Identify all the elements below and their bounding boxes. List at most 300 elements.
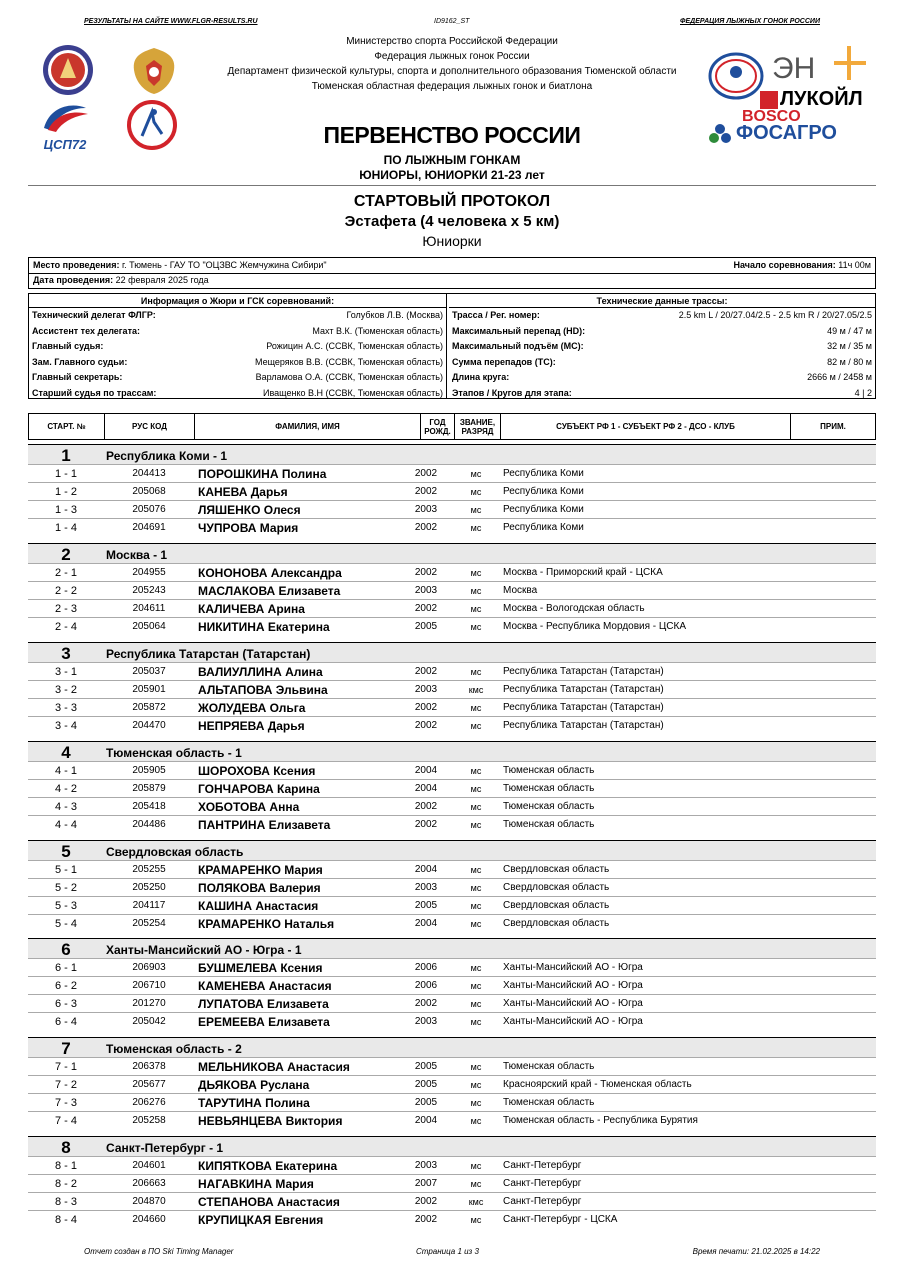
athlete-rank: мс — [470, 999, 482, 1009]
athlete-bib: 8 - 1 — [54, 1160, 77, 1172]
athlete-code: 205872 — [132, 702, 166, 713]
table-row — [28, 698, 876, 716]
team-name: Тюменская область - 2 — [106, 1042, 242, 1056]
athlete-name: НЕПРЯЕВА Дарья — [198, 719, 305, 733]
team-header — [28, 1037, 876, 1057]
column-header-note: ПРИМ. — [820, 422, 846, 431]
track-value: 2666 м / 2458 м — [807, 372, 872, 382]
athlete-rank: мс — [470, 963, 482, 973]
team-header — [28, 444, 876, 464]
team-block — [28, 938, 876, 1030]
athlete-bib: 7 - 4 — [54, 1115, 77, 1127]
top-bar — [84, 18, 820, 30]
athlete-bib: 5 - 4 — [54, 918, 77, 930]
athlete-birth-year: 2002 — [414, 819, 438, 830]
team-block — [28, 741, 876, 833]
athlete-code: 204601 — [132, 1160, 166, 1171]
athlete-bib: 4 - 1 — [54, 765, 77, 777]
athlete-rank: мс — [470, 1062, 482, 1072]
team-block — [28, 840, 876, 932]
athlete-region: Тюменская область — [503, 1061, 595, 1072]
team-number: 3 — [61, 644, 71, 663]
organizer-line: Министерство спорта Российской Федерации — [346, 36, 558, 47]
athlete-code: 206710 — [132, 980, 166, 991]
table-row — [28, 878, 876, 896]
team-header — [28, 543, 876, 563]
athlete-name: КРАМАРЕНКО Наталья — [198, 917, 335, 931]
athlete-code: 205076 — [132, 504, 166, 515]
jury-line — [29, 324, 446, 340]
athlete-code: 204413 — [132, 468, 166, 479]
athlete-region: Москва - Республика Мордовия - ЦСКА — [503, 621, 687, 632]
results-site-link[interactable]: РЕЗУЛЬТАТЫ НА САЙТЕ WWW.FLGR-RESULTS.RU — [84, 18, 258, 25]
athlete-code: 205255 — [132, 864, 166, 875]
venue-start-label: Начало соревнования: — [733, 260, 836, 270]
athlete-code: 205037 — [132, 666, 166, 677]
athlete-bib: 5 - 3 — [54, 900, 77, 912]
divider — [28, 185, 876, 186]
athlete-region: Свердловская область — [503, 900, 610, 911]
athlete-name: БУШМЕЛЕВА Ксения — [198, 961, 323, 975]
athlete-code: 204870 — [132, 1196, 166, 1207]
athlete-birth-year: 2004 — [414, 1115, 438, 1126]
track-param: Трасса / Рег. номер: — [452, 310, 540, 320]
protocol-title: СТАРТОВЫЙ ПРОТОКОЛ — [353, 193, 551, 210]
footer-page: Страница 1 из 3 — [416, 1247, 479, 1256]
athlete-name: ТАРУТИНА Полина — [198, 1096, 310, 1110]
athlete-name: ПОРОШКИНА Полина — [198, 467, 327, 481]
athlete-region: Республика Татарстан (Татарстан) — [503, 702, 664, 713]
athlete-rank: мс — [470, 766, 482, 776]
athlete-rank: мс — [470, 981, 482, 991]
athlete-region: Санкт-Петербург — [503, 1178, 582, 1189]
athlete-code: 206903 — [132, 962, 166, 973]
athlete-bib: 7 - 2 — [54, 1079, 77, 1091]
athlete-rank: мс — [470, 604, 482, 614]
athlete-region: Свердловская область — [503, 918, 610, 929]
athlete-name: НЕВЬЯНЦЕВА Виктория — [198, 1114, 343, 1128]
athlete-name: КРУПИЦКАЯ Евгения — [198, 1213, 324, 1227]
athlete-region: Тюменская область — [503, 1097, 595, 1108]
footer-software: Отчет создан в ПО Ski Timing Manager — [84, 1247, 234, 1256]
jury-role: Главный судья: — [32, 341, 104, 351]
athlete-name: АЛЬТАПОВА Эльвина — [198, 683, 328, 697]
athlete-region: Республика Татарстан (Татарстан) — [503, 720, 664, 731]
athlete-region: Свердловская область — [503, 864, 610, 875]
team-block — [28, 543, 876, 635]
track-value: 49 м / 47 м — [827, 325, 872, 336]
column-header-name: ФАМИЛИЯ, ИМЯ — [195, 414, 421, 439]
venue-place-label: Место проведения: — [33, 260, 120, 270]
jury-person: Варламова О.А. (ССВК, Тюменская область) — [255, 372, 443, 382]
table-row — [28, 464, 876, 482]
team-block — [28, 1037, 876, 1129]
table-row — [28, 1111, 876, 1129]
athlete-name: ВАЛИУЛЛИНА Алина — [198, 665, 323, 679]
track-param: Этапов / Кругов для этапа: — [452, 387, 572, 398]
athlete-birth-year: 2004 — [414, 918, 438, 929]
athlete-birth-year: 2003 — [414, 684, 438, 695]
track-line — [449, 386, 875, 402]
organizer-line: Тюменская областная федерация лыжных гонок и биатлона — [311, 81, 593, 92]
table-row — [28, 815, 876, 833]
athlete-name: ЛУПАТОВА Елизавета — [198, 997, 329, 1011]
athlete-code: 205042 — [132, 1016, 166, 1027]
jury-person: Мещеряков В.В. (ССВК, Тюменская область) — [254, 356, 443, 367]
team-header — [28, 642, 876, 662]
athlete-name: КАНЕВА Дарья — [198, 485, 288, 499]
athlete-bib: 6 - 4 — [54, 1016, 77, 1028]
athlete-name: КОНОНОВА Александра — [198, 566, 342, 580]
athlete-birth-year: 2003 — [414, 1016, 438, 1027]
team-number: 1 — [61, 446, 71, 465]
athlete-code: 204955 — [132, 567, 166, 578]
organizer-line: Департамент физической культуры, спорта и дополнительного образования Тюменской области — [227, 66, 677, 77]
athlete-bib: 4 - 4 — [54, 819, 77, 831]
team-number: 7 — [61, 1039, 71, 1058]
track-value: 4 | 2 — [854, 387, 872, 398]
athlete-code: 204691 — [132, 522, 166, 533]
column-header-region: СУБЪЕКТ РФ 1 - СУБЪЕКТ РФ 2 - ДСО - КЛУБ — [501, 414, 791, 439]
event-subtitle: ПО ЛЫЖНЫМ ГОНКАМ — [383, 153, 521, 167]
athlete-bib: 2 - 2 — [54, 585, 77, 597]
organizers — [190, 34, 714, 94]
athlete-bib: 3 - 2 — [54, 684, 77, 696]
athlete-bib: 1 - 3 — [54, 504, 77, 516]
team-name: Республика Коми - 1 — [106, 449, 228, 463]
athlete-name: ЕРЕМЕЕВА Елизавета — [198, 1015, 330, 1029]
phosagro-logo-text: ФОСАГРО — [736, 122, 837, 144]
csp72-logo-text: ЦСП72 — [43, 137, 87, 152]
table-row — [28, 860, 876, 878]
table-row — [28, 563, 876, 581]
athlete-birth-year: 2005 — [414, 1097, 438, 1108]
athlete-name: ЖОЛУДЕВА Ольга — [198, 701, 306, 715]
track-line — [449, 339, 875, 355]
athlete-region: Республика Татарстан (Татарстан) — [503, 666, 664, 677]
flgr-logo-icon — [708, 52, 764, 100]
athlete-name: ХОБОТОВА Анна — [198, 800, 300, 814]
athlete-birth-year: 2002 — [414, 1214, 438, 1225]
athlete-rank: мс — [470, 703, 482, 713]
track-info — [449, 294, 875, 398]
athlete-birth-year: 2004 — [414, 864, 438, 875]
team-name: Свердловская область — [106, 845, 244, 859]
athlete-rank: мс — [470, 1215, 482, 1225]
athlete-code: 205258 — [132, 1115, 166, 1126]
athlete-name: КАЛИЧЕВА Арина — [198, 602, 305, 616]
table-row — [28, 1174, 876, 1192]
athlete-name: ЧУПРОВА Мария — [198, 521, 299, 535]
event-age-group: ЮНИОРЫ, ЮНИОРКИ 21-23 лет — [359, 168, 545, 182]
athlete-bib: 8 - 3 — [54, 1196, 77, 1208]
athlete-birth-year: 2007 — [414, 1178, 438, 1189]
table-row — [28, 994, 876, 1012]
athlete-code: 205068 — [132, 486, 166, 497]
table-header — [28, 413, 876, 440]
athlete-bib: 2 - 4 — [54, 621, 77, 633]
jury-line — [29, 386, 446, 402]
athlete-bib: 4 - 3 — [54, 801, 77, 813]
athlete-rank: мс — [470, 919, 482, 929]
athlete-birth-year: 2002 — [414, 522, 438, 533]
jury-info — [29, 294, 447, 398]
track-line — [449, 308, 875, 324]
sports-ministry-emblem-icon — [42, 44, 94, 96]
athlete-region: Ханты-Мансийский АО - Югра — [503, 998, 643, 1009]
athlete-region: Москва — [503, 585, 538, 596]
athlete-bib: 6 - 3 — [54, 998, 77, 1010]
athlete-name: МЕЛЬНИКОВА Анастасия — [198, 1060, 350, 1074]
athlete-region: Санкт-Петербург — [503, 1196, 582, 1207]
column-header-rank: ЗВАНИЕ, РАЗРЯД — [455, 414, 501, 439]
athlete-region: Санкт-Петербург — [503, 1160, 582, 1171]
team-name: Республика Татарстан (Татарстан) — [106, 647, 311, 661]
athlete-rank: мс — [470, 784, 482, 794]
jury-person: Рожицин А.С. (ССВК, Тюменская область) — [266, 341, 443, 351]
athlete-region: Ханты-Мансийский АО - Югра — [503, 980, 643, 991]
athlete-birth-year: 2002 — [414, 1196, 438, 1207]
athlete-code: 205901 — [132, 684, 166, 695]
team-header — [28, 840, 876, 860]
table-row — [28, 914, 876, 932]
race-name: Эстафета (4 человека х 5 км) — [344, 213, 560, 230]
jury-line — [29, 370, 446, 386]
athlete-birth-year: 2003 — [414, 504, 438, 515]
athlete-code: 205243 — [132, 585, 166, 596]
athlete-name: СТЕПАНОВА Анастасия — [198, 1195, 340, 1209]
column-header-bib: СТАРТ. № — [29, 414, 105, 439]
athlete-code: 205879 — [132, 783, 166, 794]
document-id: ID9162_ST — [434, 18, 470, 25]
athlete-code: 204611 — [132, 603, 166, 614]
table-row — [28, 896, 876, 914]
athlete-name: НИКИТИНА Екатерина — [198, 620, 330, 634]
athlete-birth-year: 2002 — [414, 468, 438, 479]
athlete-birth-year: 2003 — [414, 585, 438, 596]
athlete-rank: мс — [470, 865, 482, 875]
athlete-code: 204470 — [132, 720, 166, 731]
team-header — [28, 938, 876, 958]
athlete-bib: 8 - 2 — [54, 1178, 77, 1190]
athlete-code: 205677 — [132, 1079, 166, 1090]
track-line — [449, 370, 875, 386]
athlete-rank: мс — [470, 721, 482, 731]
athlete-rank: кмс — [468, 685, 484, 695]
athlete-birth-year: 2002 — [414, 702, 438, 713]
athlete-rank: мс — [470, 1080, 482, 1090]
athlete-rank: мс — [470, 667, 482, 677]
lukoil-logo-text: ЛУКОЙЛ — [780, 88, 863, 110]
info-box — [28, 293, 876, 399]
athlete-region: Тюменская область — [503, 765, 595, 776]
athlete-birth-year: 2002 — [414, 666, 438, 677]
athlete-rank: мс — [470, 1179, 482, 1189]
track-param: Максимальный подъём (MC): — [452, 341, 584, 351]
team-name: Санкт-Петербург - 1 — [106, 1141, 224, 1155]
athlete-region: Санкт-Петербург - ЦСКА — [503, 1214, 618, 1225]
track-param: Максимальный перепад (HD): — [452, 325, 586, 336]
athlete-bib: 5 - 1 — [54, 864, 77, 876]
track-value: 32 м / 35 м — [827, 341, 872, 351]
jury-person: Иващенко В.Н (ССВК, Тюменская область) — [263, 387, 443, 398]
athlete-birth-year: 2006 — [414, 980, 438, 991]
team-number: 5 — [61, 842, 71, 861]
athlete-rank: мс — [470, 901, 482, 911]
table-row — [28, 500, 876, 518]
team-name: Ханты-Мансийский АО - Югра - 1 — [106, 943, 302, 957]
athlete-rank: мс — [470, 802, 482, 812]
venue-place: г. Тюмень - ГАУ ТО "ОЦЗВС Жемчужина Сибири" — [121, 260, 327, 270]
column-header-year: ГОД РОЖД. — [421, 414, 455, 439]
track-param: Длина круга: — [452, 372, 510, 382]
athlete-code: 205064 — [132, 621, 166, 632]
lukoil-logo — [760, 88, 870, 110]
athlete-rank: мс — [470, 1116, 482, 1126]
athlete-bib: 1 - 2 — [54, 486, 77, 498]
venue-start: 11ч 00м — [838, 260, 871, 270]
jury-role: Зам. Главного судьи: — [32, 356, 128, 367]
athlete-region: Ханты-Мансийский АО - Югра — [503, 962, 643, 973]
athlete-name: КАМЕНЕВА Анастасия — [198, 979, 332, 993]
athlete-bib: 1 - 1 — [54, 468, 77, 480]
athlete-name: КИПЯТКОВА Екатерина — [198, 1159, 338, 1173]
athlete-bib: 7 - 3 — [54, 1097, 77, 1109]
athlete-bib: 6 - 2 — [54, 980, 77, 992]
athlete-birth-year: 2003 — [414, 882, 438, 893]
athlete-rank: мс — [470, 568, 482, 578]
athlete-name: ДЬЯКОВА Руслана — [198, 1078, 310, 1092]
jury-header: Информация о Жюри и ГСК соревнований: — [29, 294, 446, 308]
athlete-bib: 6 - 1 — [54, 962, 77, 974]
table-row — [28, 1075, 876, 1093]
athlete-name: НАГАВКИНА Мария — [198, 1177, 314, 1191]
team-block — [28, 642, 876, 734]
athlete-name: ГОНЧАРОВА Карина — [198, 782, 320, 796]
athlete-code: 206276 — [132, 1097, 166, 1108]
athlete-code: 204660 — [132, 1214, 166, 1225]
jury-person: Махт В.К. (Тюменская область) — [312, 325, 443, 336]
track-value: 82 м / 80 м — [827, 356, 872, 367]
track-value: 2.5 km L / 20/27.04/2.5 - 2.5 km R / 20/27.05/2.5 — [678, 310, 872, 320]
athlete-code: 206663 — [132, 1178, 166, 1189]
athlete-rank: мс — [470, 1017, 482, 1027]
federation-name: ФЕДЕРАЦИЯ ЛЫЖНЫХ ГОНОК РОССИИ — [680, 18, 820, 25]
table-row — [28, 1210, 876, 1228]
athlete-birth-year: 2005 — [414, 621, 438, 632]
athlete-bib: 3 - 1 — [54, 666, 77, 678]
table-row — [28, 581, 876, 599]
athlete-rank: мс — [470, 883, 482, 893]
table-row — [28, 1093, 876, 1111]
athlete-name: КРАМАРЕНКО Мария — [198, 863, 323, 877]
athlete-bib: 7 - 1 — [54, 1061, 77, 1073]
athlete-birth-year: 2002 — [414, 603, 438, 614]
athlete-bib: 5 - 2 — [54, 882, 77, 894]
athlete-birth-year: 2004 — [414, 765, 438, 776]
team-block — [28, 1136, 876, 1228]
athlete-region: Тюменская область — [503, 819, 595, 830]
jury-role: Технический делегат ФЛГР: — [32, 310, 156, 320]
athlete-code: 201270 — [132, 998, 166, 1009]
athlete-bib: 1 - 4 — [54, 522, 77, 534]
athlete-name: ПОЛЯКОВА Валерия — [198, 881, 321, 895]
table-row — [28, 797, 876, 815]
table-row — [28, 716, 876, 734]
jury-role: Ассистент тех делегата: — [32, 325, 140, 336]
table-row — [28, 617, 876, 635]
team-number: 8 — [61, 1138, 71, 1157]
athlete-bib: 2 - 1 — [54, 567, 77, 579]
athlete-region: Тюменская область — [503, 783, 595, 794]
event-title: ПЕРВЕНСТВО РОССИИ — [323, 122, 581, 148]
athlete-bib: 2 - 3 — [54, 603, 77, 615]
team-header — [28, 741, 876, 761]
table-row — [28, 1156, 876, 1174]
athlete-birth-year: 2002 — [414, 567, 438, 578]
venue-date-label: Дата проведения: — [33, 275, 114, 285]
jury-line — [29, 339, 446, 355]
table-row — [28, 958, 876, 976]
athlete-birth-year: 2006 — [414, 962, 438, 973]
athlete-birth-year: 2002 — [414, 998, 438, 1009]
athlete-birth-year: 2002 — [414, 801, 438, 812]
athlete-name: ЛЯШЕНКО Олеся — [198, 503, 301, 517]
table-row — [28, 482, 876, 500]
athlete-code: 204117 — [132, 900, 166, 911]
athlete-region: Ханты-Мансийский АО - Югра — [503, 1016, 643, 1027]
table-row — [28, 1192, 876, 1210]
athlete-birth-year: 2005 — [414, 900, 438, 911]
athlete-birth-year: 2002 — [414, 720, 438, 731]
athlete-region: Красноярский край - Тюменская область — [503, 1079, 692, 1090]
team-header — [28, 1136, 876, 1156]
athlete-name: ПАНТРИНА Елизавета — [198, 818, 331, 832]
lukoil-logo-icon — [760, 91, 778, 109]
athlete-birth-year: 2004 — [414, 783, 438, 794]
athlete-rank: мс — [470, 487, 482, 497]
athlete-code: 205254 — [132, 918, 166, 929]
athlete-rank: мс — [470, 505, 482, 515]
bosco-logo-text: BOSCO — [742, 108, 801, 125]
table-row — [28, 1012, 876, 1030]
athlete-bib: 3 - 3 — [54, 702, 77, 714]
jury-line — [29, 355, 446, 371]
athlete-rank: мс — [470, 622, 482, 632]
athlete-code: 205905 — [132, 765, 166, 776]
race-category: Юниорки — [422, 233, 482, 249]
athlete-birth-year: 2005 — [414, 1079, 438, 1090]
athlete-rank: мс — [470, 1098, 482, 1108]
track-line — [449, 324, 875, 340]
en-plus-logo-text: ЭН — [772, 52, 816, 85]
athlete-name: КАШИНА Анастасия — [198, 899, 319, 913]
track-param: Сумма перепадов (TC): — [452, 356, 556, 367]
team-name: Москва - 1 — [106, 548, 168, 562]
athlete-code: 204486 — [132, 819, 166, 830]
athlete-region: Республика Коми — [503, 504, 584, 515]
athlete-code: 206378 — [132, 1061, 166, 1072]
athlete-rank: мс — [470, 820, 482, 830]
en-plus-logo — [772, 46, 872, 90]
athlete-region: Москва - Вологодская область — [503, 603, 645, 614]
russia-coat-of-arms-icon — [126, 42, 182, 98]
athlete-rank: мс — [470, 523, 482, 533]
athlete-region: Республика Татарстан (Татарстан) — [503, 684, 664, 695]
athlete-rank: мс — [470, 586, 482, 596]
venue-date: 22 февраля 2025 года — [115, 275, 209, 285]
column-header-code: РУС КОД — [105, 414, 195, 439]
